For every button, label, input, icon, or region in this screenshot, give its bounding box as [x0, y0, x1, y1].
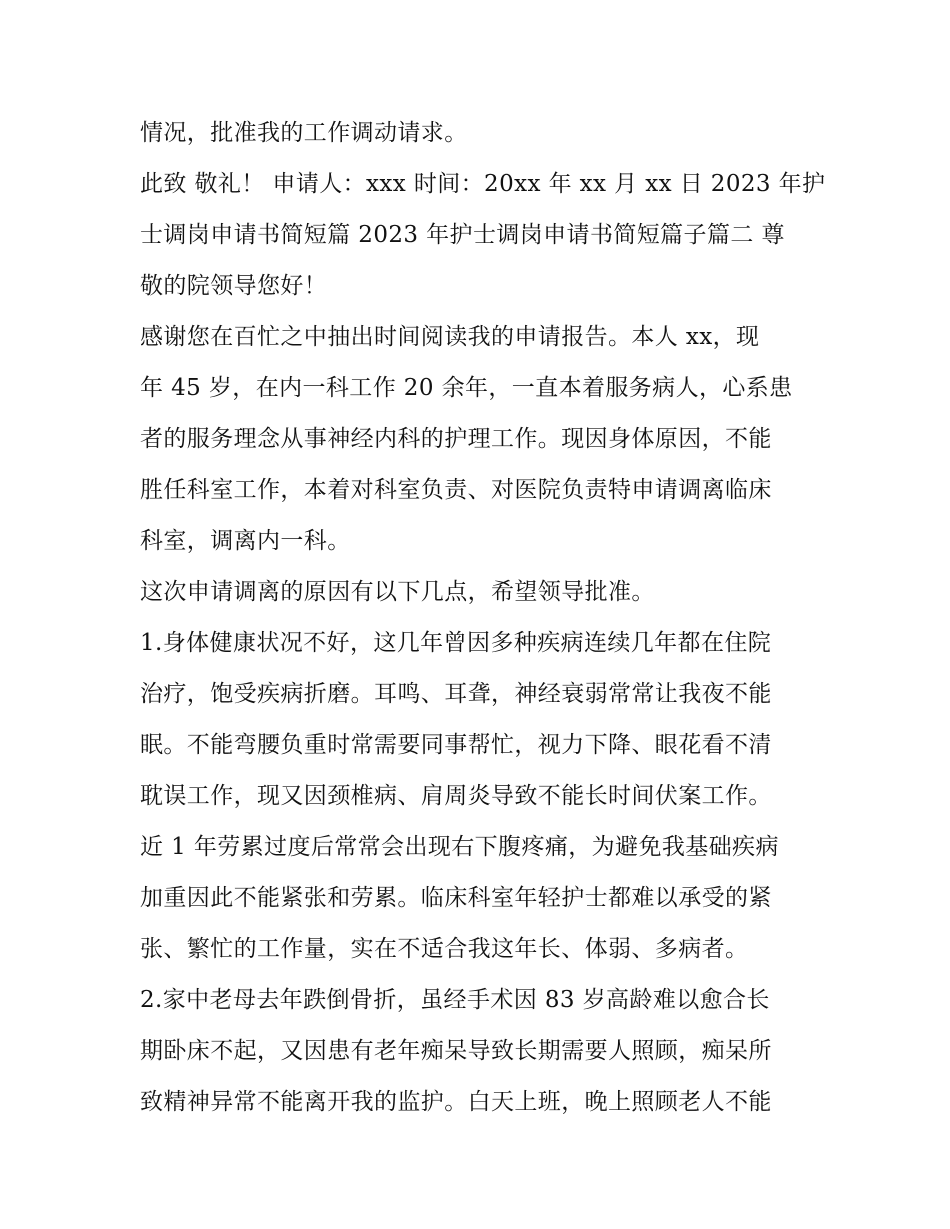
text-line: 士调岗申请书简短篇 2023 年护士调岗申请书简短篇子篇二 尊: [140, 222, 785, 248]
text-line: 致精神异常不能离开我的监护。白天上班，晚上照顾老人不能: [140, 1089, 772, 1115]
paragraph-reasons-intro: [140, 567, 820, 618]
paragraph-closing-request: [140, 108, 820, 159]
text-line: 眠。不能弯腰负重时常需要同事帮忙，视力下降、眼花看不清: [140, 732, 772, 758]
paragraph-introduction: [140, 312, 820, 567]
paragraph-reason-2: [140, 975, 820, 1128]
text-line: 加重因此不能紧张和劳累。临床科室年轻护士都难以承受的紧: [140, 885, 772, 911]
text-line: 治疗，饱受疾病折磨。耳鸣、耳聋，神经衰弱常常让我夜不能: [140, 681, 772, 707]
text-line: 期卧床不起，又因患有老年痴呆导致长期需要人照顾，痴呆所: [140, 1038, 772, 1064]
text-line: 近 1 年劳累过度后常常会出现右下腹疼痛，为避免我基础疾病: [140, 834, 779, 860]
text-line: 此致 敬礼！ 申请人：xxx 时间：20xx 年 xx 月 xx 日 2023 年护: [140, 171, 826, 197]
text-line: 耽误工作，现又因颈椎病、肩周炎导致不能长时间伏案工作。: [140, 783, 772, 809]
text-line: 2.家中老母去年跌倒骨折，虽经手术因 83 岁高龄难以愈合长: [140, 987, 770, 1013]
text-line: 敬的院领导您好！: [140, 273, 328, 299]
document-body: [140, 108, 826, 1128]
paragraph-signature-and-heading: [140, 159, 826, 312]
text-line: 张、繁忙的工作量，实在不适合我这年长、体弱、多病者。: [140, 936, 749, 962]
text-line: 胜任科室工作，本着对科室负责、对医院负责特申请调离临床: [140, 477, 772, 503]
text-line: 这次申请调离的原因有以下几点，希望领导批准。: [140, 579, 655, 605]
paragraph-reason-1: [140, 618, 820, 975]
text-line: 1.身体健康状况不好，这几年曾因多种疾病连续几年都在住院: [140, 630, 772, 656]
text-line: 情况，批准我的工作调动请求。: [140, 120, 468, 146]
text-line: 科室，调离内一科。: [140, 528, 351, 554]
text-line: 者的服务理念从事神经内科的护理工作。现因身体原因，不能: [140, 426, 772, 452]
text-line: 年 45 岁，在内一科工作 20 余年，一直本着服务病人，心系患: [140, 375, 793, 401]
text-line: 感谢您在百忙之中抽出时间阅读我的申请报告。本人 xx，现: [140, 324, 760, 350]
